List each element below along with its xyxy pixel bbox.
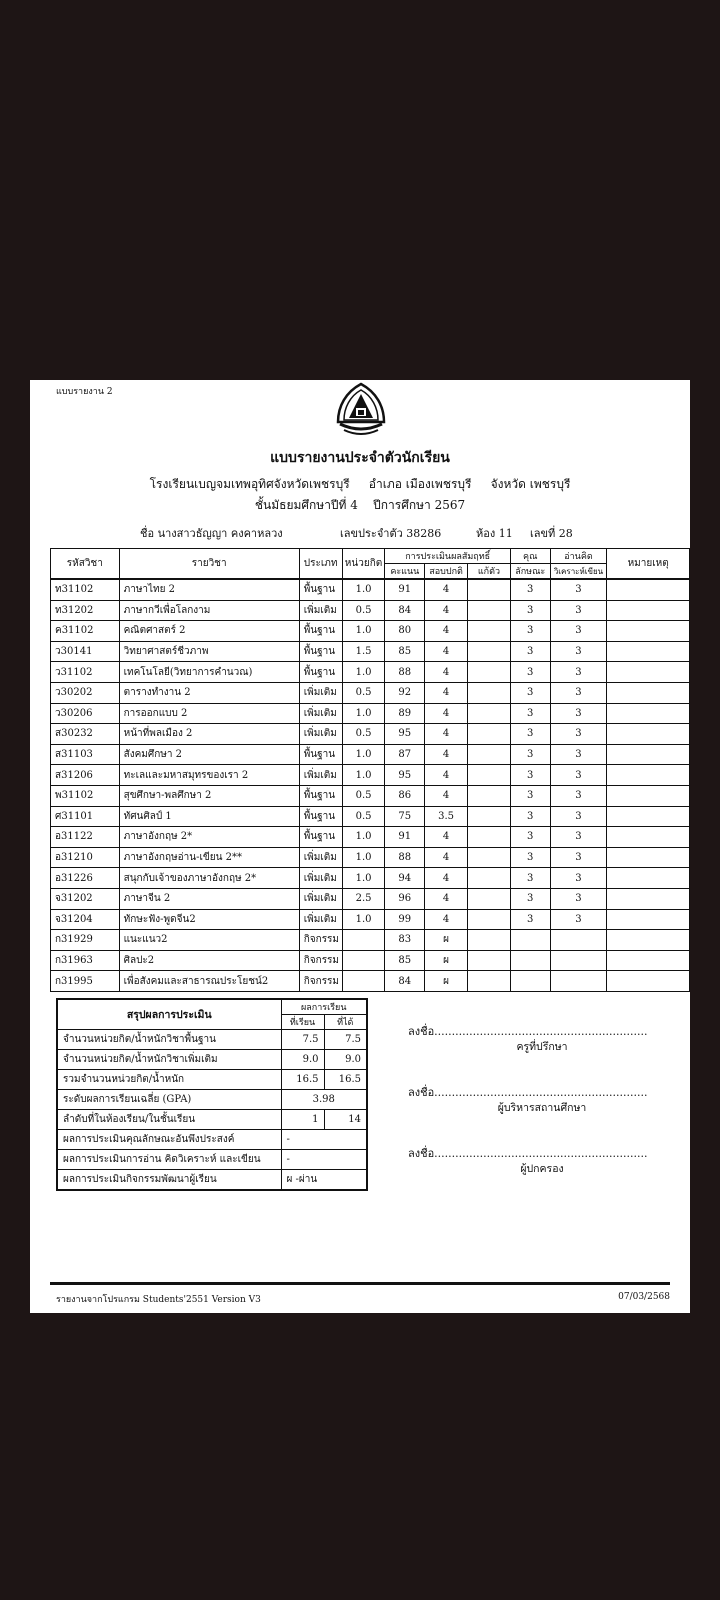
course-credit: 1.0 (342, 868, 385, 889)
course-read: 3 (550, 785, 607, 806)
course-grade: 4 (425, 682, 468, 703)
course-attr: 3 (510, 744, 550, 765)
course-code: ว31102 (51, 662, 120, 683)
course-name: เทคโนโลยี(วิทยาการคำนวณ) (119, 662, 299, 683)
course-read: 3 (550, 621, 607, 642)
report-title: แบบรายงานประจำตัวนักเรียน (270, 450, 450, 466)
level-line (30, 496, 690, 515)
grades-table (50, 548, 690, 992)
course-fix (468, 827, 511, 848)
summary-row-basic (57, 1030, 367, 1050)
course-fix (468, 909, 511, 930)
summary-result-header: ผลการเรียน (281, 999, 367, 1015)
course-row (51, 744, 690, 765)
course-attr: 3 (510, 847, 550, 868)
course-score: 83 (385, 930, 425, 951)
course-name: สังคมศึกษา 2 (119, 744, 299, 765)
summary-label: ผลการประเมินกิจกรรมพัฒนาผู้เรียน (57, 1170, 281, 1191)
course-grade: ผ (425, 950, 468, 971)
footer-divider (50, 1282, 670, 1285)
course-remark (607, 827, 690, 848)
course-score: 94 (385, 868, 425, 889)
course-credit: 1.0 (342, 909, 385, 930)
course-name: ภาษากวีเพื่อโลกงาม (119, 600, 299, 621)
course-code: ส31206 (51, 765, 120, 786)
course-read: 3 (550, 827, 607, 848)
footer-source: รายงานจากโปรแกรม Students'2551 Version V3 (56, 1295, 261, 1305)
course-grade: 4 (425, 641, 468, 662)
course-attr: 3 (510, 909, 550, 930)
summary-title: สรุปผลการประเมิน (57, 999, 281, 1030)
course-remark (607, 600, 690, 621)
header-attr-bottom: ลักษณะ (510, 564, 550, 580)
course-fix (468, 621, 511, 642)
course-name: ภาษาอังกฤษอ่าน-เขียน 2** (119, 847, 299, 868)
course-credit: 1.0 (342, 744, 385, 765)
course-score: 96 (385, 888, 425, 909)
course-fix (468, 785, 511, 806)
header-read-bottom: วิเคราะห์เขียน (550, 564, 607, 580)
course-attr: 3 (510, 621, 550, 642)
course-type: เพิ่มเติม (299, 909, 342, 930)
course-code: ว30202 (51, 682, 120, 703)
summary-row-rank (57, 1110, 367, 1130)
course-fix (468, 744, 511, 765)
course-credit: 1.0 (342, 662, 385, 683)
header-attr-top: คุณ (510, 549, 550, 564)
course-remark (607, 703, 690, 724)
header-credit: หน่วยกิต (342, 549, 385, 580)
course-attr: 3 (510, 703, 550, 724)
course-attr: 3 (510, 785, 550, 806)
level: ชั้นมัธยมศึกษาปีที่ 4 (254, 498, 358, 512)
course-remark (607, 930, 690, 951)
course-credit: 1.0 (342, 847, 385, 868)
course-name: ภาษาไทย 2 (119, 579, 299, 600)
course-grade: 4 (425, 765, 468, 786)
course-fix (468, 971, 511, 992)
director-signature-line: ลงชื่อ............................................................. (408, 1086, 648, 1099)
course-read (550, 930, 607, 951)
course-read: 3 (550, 806, 607, 827)
course-remark (607, 682, 690, 703)
course-remark (607, 765, 690, 786)
course-name: การออกแบบ 2 (119, 703, 299, 724)
summary-value: - (281, 1150, 367, 1170)
course-attr: 3 (510, 724, 550, 745)
course-code: ว30141 (51, 641, 120, 662)
course-row (51, 579, 690, 600)
course-credit: 1.0 (342, 579, 385, 600)
summary-value: ผ -ผ่าน (281, 1170, 367, 1191)
course-grade: 4 (425, 621, 468, 642)
course-score: 75 (385, 806, 425, 827)
course-type: เพิ่มเติม (299, 847, 342, 868)
summary-row-total (57, 1070, 367, 1090)
course-remark (607, 641, 690, 662)
course-name: สนุกกับเจ้าของภาษาอังกฤษ 2* (119, 868, 299, 889)
course-credit: 0.5 (342, 785, 385, 806)
course-row (51, 971, 690, 992)
course-row (51, 682, 690, 703)
course-code: ท31102 (51, 579, 120, 600)
course-fix (468, 847, 511, 868)
summary-col-registered: ที่เรียน (281, 1015, 324, 1030)
header-subject: รายวิชา (119, 549, 299, 580)
course-row (51, 703, 690, 724)
grades-body (51, 579, 690, 991)
course-grade: 4 (425, 703, 468, 724)
course-type: พื้นฐาน (299, 579, 342, 600)
summary-value: 7.5 (324, 1030, 367, 1050)
course-row (51, 785, 690, 806)
advisor-role: ครูที่ปรึกษา (516, 1041, 568, 1053)
course-score: 86 (385, 785, 425, 806)
course-attr (510, 930, 550, 951)
header-read-top: อ่านคิด (550, 549, 607, 564)
course-type: กิจกรรม (299, 971, 342, 992)
course-read: 3 (550, 682, 607, 703)
summary-value: 9.0 (324, 1050, 367, 1070)
course-row (51, 847, 690, 868)
course-name: ศิลปะ2 (119, 950, 299, 971)
course-name: คณิตศาสตร์ 2 (119, 621, 299, 642)
course-attr: 3 (510, 579, 550, 600)
course-fix (468, 600, 511, 621)
course-attr: 3 (510, 600, 550, 621)
rank-room: 1 (281, 1110, 324, 1130)
course-grade: 4 (425, 909, 468, 930)
course-row (51, 662, 690, 683)
course-credit (342, 971, 385, 992)
director-role: ผู้บริหารสถานศึกษา (497, 1102, 587, 1114)
course-type: กิจกรรม (299, 930, 342, 951)
course-fix (468, 641, 511, 662)
course-type: พื้นฐาน (299, 806, 342, 827)
course-type: เพิ่มเติม (299, 888, 342, 909)
summary-label: ลำดับที่ในห้องเรียน/ในชั้นเรียน (57, 1110, 281, 1130)
course-remark (607, 950, 690, 971)
course-grade: 4 (425, 868, 468, 889)
summary-label: รวมจำนวนหน่วยกิต/น้ำหนัก (57, 1070, 281, 1090)
course-read: 3 (550, 724, 607, 745)
summary-row-character (57, 1130, 367, 1150)
course-grade: 4 (425, 662, 468, 683)
course-type: พื้นฐาน (299, 785, 342, 806)
course-attr: 3 (510, 827, 550, 848)
course-type: พื้นฐาน (299, 641, 342, 662)
student-number: เลขที่ 28 (530, 527, 573, 540)
course-attr: 3 (510, 641, 550, 662)
summary-table (56, 998, 368, 1191)
summary-label: จำนวนหน่วยกิต/น้ำหนักวิชาพื้นฐาน (57, 1030, 281, 1050)
course-remark (607, 785, 690, 806)
course-row (51, 621, 690, 642)
course-credit: 0.5 (342, 724, 385, 745)
course-score: 84 (385, 971, 425, 992)
header-exam: สอบปกติ (425, 564, 468, 580)
course-name: ทัศนศิลป์ 1 (119, 806, 299, 827)
course-row (51, 641, 690, 662)
course-remark (607, 662, 690, 683)
rank-level: 14 (324, 1110, 367, 1130)
course-credit: 1.5 (342, 641, 385, 662)
school-emblem-icon (334, 382, 388, 440)
course-type: เพิ่มเติม (299, 600, 342, 621)
course-fix (468, 724, 511, 745)
course-credit: 1.0 (342, 621, 385, 642)
course-fix (468, 888, 511, 909)
course-fix (468, 703, 511, 724)
course-credit: 2.5 (342, 888, 385, 909)
school-name: โรงเรียนเบญจมเทพอุทิศจังหวัดเพชรบุรี (149, 477, 350, 491)
header-assessment: การประเมินผลสัมฤทธิ์ (385, 549, 510, 564)
course-remark (607, 847, 690, 868)
summary-row-extra (57, 1050, 367, 1070)
summary-value: 16.5 (281, 1070, 324, 1090)
course-name: แนะแนว2 (119, 930, 299, 951)
course-credit (342, 950, 385, 971)
course-remark (607, 888, 690, 909)
header-code: รหัสวิชา (51, 549, 120, 580)
course-remark (607, 909, 690, 930)
course-score: 95 (385, 724, 425, 745)
course-type: เพิ่มเติม (299, 703, 342, 724)
course-score: 99 (385, 909, 425, 930)
course-remark (607, 971, 690, 992)
course-name: วิทยาศาสตร์ชีวภาพ (119, 641, 299, 662)
course-fix (468, 930, 511, 951)
course-attr: 3 (510, 806, 550, 827)
course-grade: ผ (425, 971, 468, 992)
course-remark (607, 579, 690, 600)
summary-value: 16.5 (324, 1070, 367, 1090)
course-remark (607, 868, 690, 889)
course-score: 92 (385, 682, 425, 703)
summary-label: ผลการประเมินคุณลักษณะอันพึงประสงค์ (57, 1130, 281, 1150)
course-read: 3 (550, 579, 607, 600)
course-credit: 0.5 (342, 600, 385, 621)
school-line (30, 475, 690, 494)
course-grade: 3.5 (425, 806, 468, 827)
course-type: กิจกรรม (299, 950, 342, 971)
header-remark: หมายเหตุ (607, 549, 690, 580)
course-score: 88 (385, 847, 425, 868)
course-read: 3 (550, 744, 607, 765)
course-type: เพิ่มเติม (299, 765, 342, 786)
form-id: แบบรายงาน 2 (56, 387, 113, 397)
summary-label: จำนวนหน่วยกิต/น้ำหนักวิชาเพิ่มเติม (57, 1050, 281, 1070)
province: จังหวัด เพชรบุรี (490, 477, 571, 491)
course-code: ท31202 (51, 600, 120, 621)
course-credit: 0.5 (342, 682, 385, 703)
course-row (51, 909, 690, 930)
course-grade: 4 (425, 579, 468, 600)
course-score: 80 (385, 621, 425, 642)
course-attr (510, 971, 550, 992)
course-fix (468, 950, 511, 971)
summary-label: ระดับผลการเรียนเฉลี่ย (GPA) (57, 1090, 281, 1110)
course-credit: 1.0 (342, 765, 385, 786)
summary-label: ผลการประเมินการอ่าน คิดวิเคราะห์ และเขียน (57, 1150, 281, 1170)
course-row (51, 888, 690, 909)
course-code: ส31103 (51, 744, 120, 765)
course-name: สุขศึกษา-พลศึกษา 2 (119, 785, 299, 806)
course-code: ก31929 (51, 930, 120, 951)
course-code: ค31102 (51, 621, 120, 642)
course-type: พื้นฐาน (299, 827, 342, 848)
course-grade: ผ (425, 930, 468, 951)
summary-row-reading (57, 1150, 367, 1170)
course-code: ว30206 (51, 703, 120, 724)
course-name: หน้าที่พลเมือง 2 (119, 724, 299, 745)
course-remark (607, 744, 690, 765)
student-name: ชื่อ นางสาวธัญญา คงคาหลวง (140, 527, 283, 540)
course-type: พื้นฐาน (299, 662, 342, 683)
course-grade: 4 (425, 724, 468, 745)
course-code: จ31202 (51, 888, 120, 909)
course-score: 91 (385, 827, 425, 848)
summary-value: 9.0 (281, 1050, 324, 1070)
summary-row-gpa (57, 1090, 367, 1110)
student-room: ห้อง 11 (476, 527, 513, 540)
course-type: พื้นฐาน (299, 744, 342, 765)
course-name: ทักษะฟัง-พูดจีน2 (119, 909, 299, 930)
course-score: 85 (385, 641, 425, 662)
gpa-value: 3.98 (281, 1090, 367, 1110)
course-remark (607, 621, 690, 642)
course-code: ศ31101 (51, 806, 120, 827)
course-read (550, 971, 607, 992)
course-grade: 4 (425, 888, 468, 909)
report-paper (30, 380, 690, 1313)
course-score: 85 (385, 950, 425, 971)
course-name: ภาษาอังกฤษ 2* (119, 827, 299, 848)
header-score: คะแนน (385, 564, 425, 580)
course-read: 3 (550, 703, 607, 724)
footer-date: 07/03/2568 (618, 1292, 670, 1302)
header-fix: แก้ตัว (468, 564, 511, 580)
course-read: 3 (550, 600, 607, 621)
course-row (51, 806, 690, 827)
district: อำเภอ เมืองเพชรบุรี (368, 477, 472, 491)
course-code: อ31226 (51, 868, 120, 889)
course-read: 3 (550, 641, 607, 662)
course-read (550, 950, 607, 971)
course-row (51, 724, 690, 745)
course-grade: 4 (425, 744, 468, 765)
course-code: อ31210 (51, 847, 120, 868)
course-type: เพิ่มเติม (299, 868, 342, 889)
course-score: 91 (385, 579, 425, 600)
academic-year: ปีการศึกษา 2567 (373, 498, 466, 512)
course-read: 3 (550, 868, 607, 889)
course-grade: 4 (425, 785, 468, 806)
course-fix (468, 868, 511, 889)
course-read: 3 (550, 765, 607, 786)
course-remark (607, 724, 690, 745)
course-fix (468, 662, 511, 683)
course-row (51, 930, 690, 951)
course-read: 3 (550, 909, 607, 930)
course-remark (607, 806, 690, 827)
course-attr: 3 (510, 662, 550, 683)
course-credit: 1.0 (342, 703, 385, 724)
course-score: 89 (385, 703, 425, 724)
parent-signature-line: ลงชื่อ............................................................. (408, 1147, 648, 1160)
course-row (51, 868, 690, 889)
course-read: 3 (550, 888, 607, 909)
course-credit: 0.5 (342, 806, 385, 827)
course-code: พ31102 (51, 785, 120, 806)
course-type: เพิ่มเติม (299, 724, 342, 745)
summary-value: - (281, 1130, 367, 1150)
course-grade: 4 (425, 600, 468, 621)
course-grade: 4 (425, 827, 468, 848)
course-code: ส30232 (51, 724, 120, 745)
course-code: ก31995 (51, 971, 120, 992)
course-row (51, 950, 690, 971)
summary-row-activity (57, 1170, 367, 1191)
course-credit (342, 930, 385, 951)
header-type: ประเภท (299, 549, 342, 580)
course-fix (468, 682, 511, 703)
course-code: อ31122 (51, 827, 120, 848)
course-read: 3 (550, 662, 607, 683)
advisor-signature-line: ลงชื่อ............................................................. (408, 1025, 648, 1038)
student-id: เลขประจำตัว 38286 (340, 527, 442, 540)
course-type: เพิ่มเติม (299, 682, 342, 703)
course-code: ก31963 (51, 950, 120, 971)
course-name: ทะเลและมหาสมุทรของเรา 2 (119, 765, 299, 786)
course-fix (468, 806, 511, 827)
summary-col-earned: ที่ได้ (324, 1015, 367, 1030)
course-code: จ31204 (51, 909, 120, 930)
course-attr (510, 950, 550, 971)
course-attr: 3 (510, 682, 550, 703)
course-row (51, 765, 690, 786)
course-read: 3 (550, 847, 607, 868)
course-name: ตารางทำงาน 2 (119, 682, 299, 703)
course-score: 87 (385, 744, 425, 765)
course-score: 84 (385, 600, 425, 621)
course-type: พื้นฐาน (299, 621, 342, 642)
course-score: 88 (385, 662, 425, 683)
course-attr: 3 (510, 888, 550, 909)
course-row (51, 600, 690, 621)
course-fix (468, 765, 511, 786)
course-attr: 3 (510, 868, 550, 889)
course-grade: 4 (425, 847, 468, 868)
parent-role: ผู้ปกครอง (520, 1163, 564, 1175)
summary-value: 7.5 (281, 1030, 324, 1050)
course-score: 95 (385, 765, 425, 786)
course-name: เพื่อสังคมและสาธารณประโยชน์2 (119, 971, 299, 992)
course-fix (468, 579, 511, 600)
course-attr: 3 (510, 765, 550, 786)
course-row (51, 827, 690, 848)
course-credit: 1.0 (342, 827, 385, 848)
course-name: ภาษาจีน 2 (119, 888, 299, 909)
